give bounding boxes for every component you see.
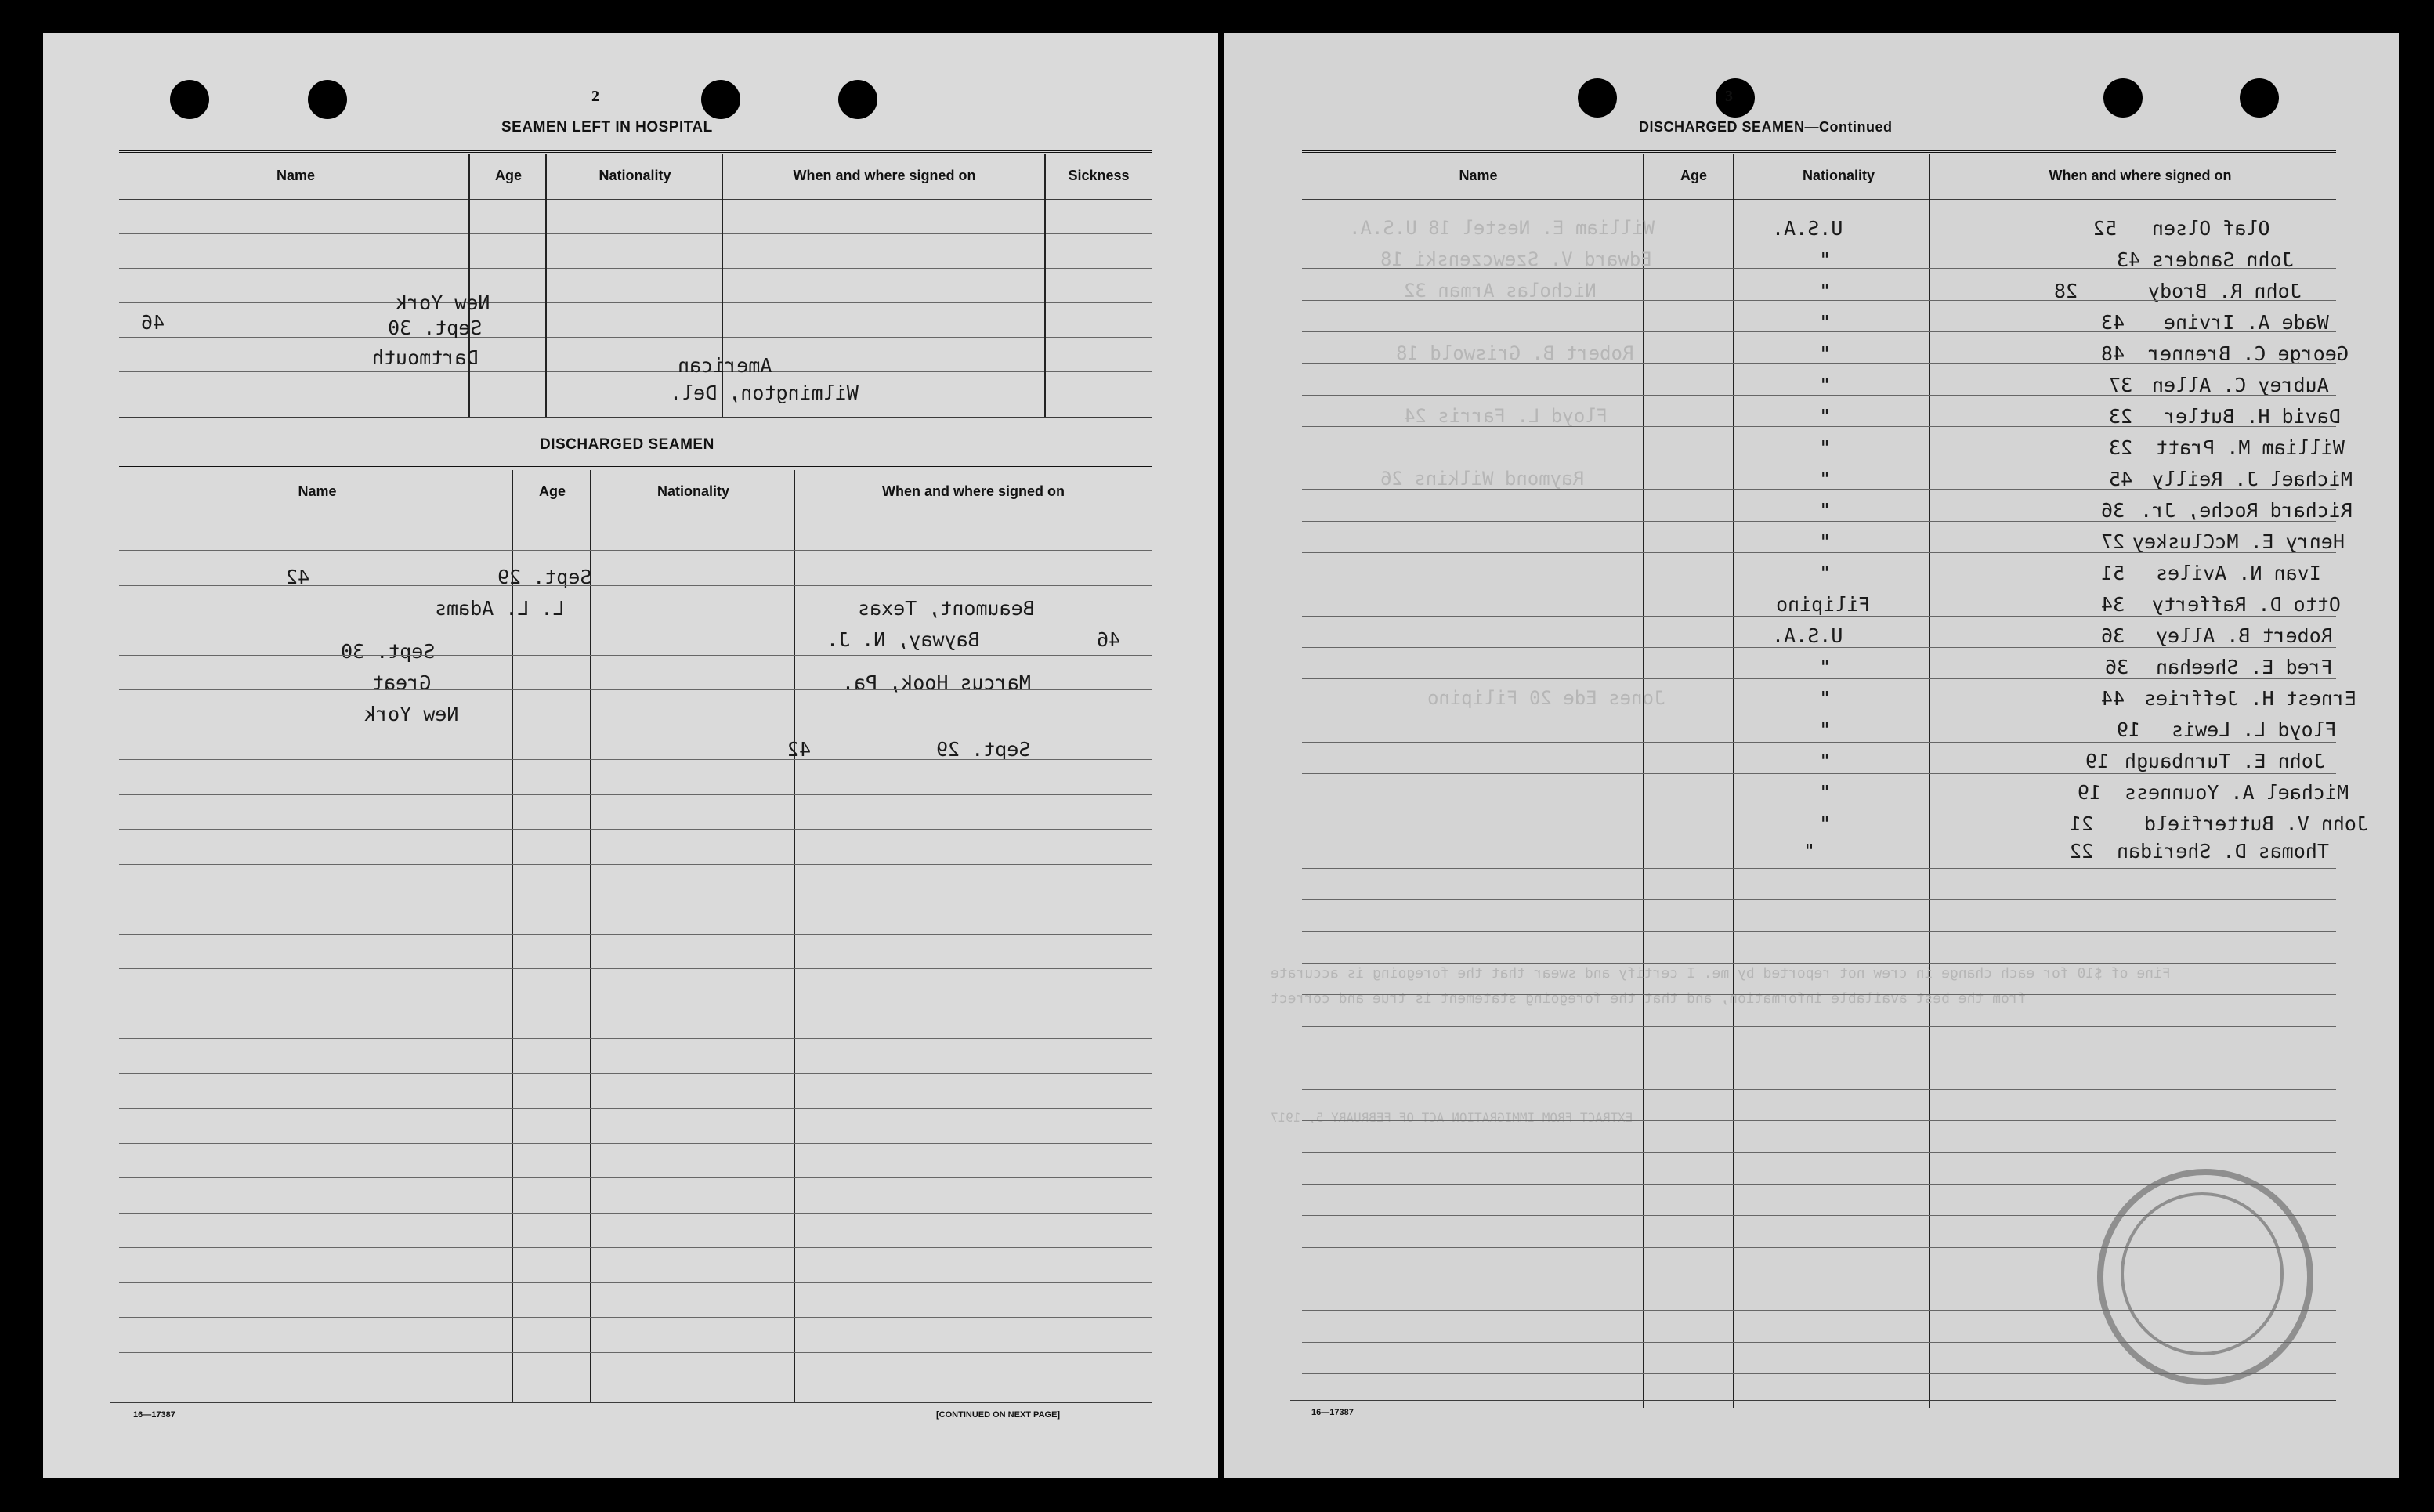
left-page [43,33,1218,1478]
entry-nationality: " [1819,656,1832,678]
entry-nationality: " [1819,311,1832,334]
entry-name: Thomas D. Sheridan [2117,840,2329,863]
col-divider [1929,154,1930,1408]
entry-age: 36 [2105,656,2129,678]
discharged-section-title: DISCHARGED SEAMEN [540,436,714,453]
bleed-through-text: Jones Ede 20 Filipino [1427,687,1665,709]
rule [119,1317,1152,1318]
rule [119,302,1152,303]
punch-hole [308,80,347,119]
bleed-through-text: Bayway, N. J. [826,628,980,651]
entry-name: Henry E. McCluskey [2132,530,2345,553]
entry-nationality: " [1819,687,1832,710]
bleed-through-text: 42 [286,566,310,588]
entry-nationality: " [1819,436,1832,459]
rule [119,829,1152,830]
bleed-through-text: Nicholas Arman 32 [1404,280,1597,302]
bleed-through-text: Raymond Wilkins 26 [1380,468,1585,490]
punch-hole [838,80,877,119]
entry-age: 19 [2117,718,2141,741]
rule [119,1108,1152,1109]
rule [119,759,1152,760]
col-divider [590,470,591,1402]
rule [1302,1310,2336,1311]
bleed-through-text: Robert B. Griswold 18 [1396,342,1634,364]
entry-age: 36 [2101,624,2125,647]
col-nationality: Nationality [599,168,671,183]
entry-name: Otto D. Rafferty [2152,593,2341,616]
col-name: Name [298,483,337,499]
entry-name: Olaf Olsen [2152,217,2270,240]
rule [1302,773,2336,774]
rule [119,934,1152,935]
entry-nationality: " [1819,718,1832,741]
rule [1302,1120,2336,1121]
entry-nationality: " [1819,750,1832,772]
entry-age: 28 [2054,280,2078,302]
entry-nationality: U.S.A. [1772,624,1843,647]
bleed-through-text: New York [364,703,459,725]
bleed-through-text: 46 [1097,628,1121,651]
hospital-section-title: SEAMEN LEFT IN HOSPITAL [501,119,713,136]
entry-name: Aubrey C. Allen [2152,374,2329,396]
rule [1302,1342,2336,1343]
entry-name: Michael J. Reilly [2152,468,2353,490]
rule [119,1143,1152,1144]
col-divider [1643,154,1644,1408]
entry-age: 21 [2070,812,2094,835]
entry-age: 36 [2101,499,2125,522]
rule [119,1247,1152,1248]
rule [119,794,1152,795]
rule [119,1213,1152,1214]
discharged-continued-title: DISCHARGED SEAMEN—Continued [1639,119,1893,135]
rule [119,1073,1152,1074]
bleed-through-text: Fine of $10 for each change in crew not reported by me. I certify and swear that the foregoing is accurate [1271,965,2171,982]
bleed-through-text: Dartmouth [372,346,479,369]
rule [1302,1215,2336,1216]
entry-age: 19 [2085,750,2110,772]
entry-nationality: " [1819,342,1832,365]
bleed-through-text: New York [396,291,490,314]
rule [1302,331,2336,332]
entry-age: 43 [2101,311,2125,334]
form-number: 16—17387 [1311,1408,1354,1417]
rule [119,864,1152,865]
entry-name: Michael A. Younness [2125,781,2349,804]
rule [119,1038,1152,1039]
punch-hole [701,80,740,119]
rule [119,1282,1152,1283]
page-number: 3 [1725,88,1733,105]
rule [1302,363,2336,364]
rule [119,1177,1152,1178]
double-rule [119,150,1152,156]
rule [1302,1373,2336,1374]
bleed-through-text: Floyd L. Farris 24 [1404,405,1608,427]
rule [1302,268,2336,269]
rule [1302,647,2336,648]
rule [1302,1026,2336,1027]
entry-name: Richard Roche, Jr. [2140,499,2353,522]
seal-stamp [2121,1192,2284,1355]
bleed-through-text: Sept. 30 [388,317,483,339]
col-name: Name [1459,168,1498,183]
entry-nationality: " [1819,530,1832,553]
rule [119,655,1152,656]
entry-age: 23 [2109,436,2133,459]
entry-nationality: " [1819,812,1832,835]
rule [1302,426,2336,427]
punch-hole [2240,78,2279,118]
entry-age: 23 [2109,405,2133,428]
entry-name: John E. Turnbaugh [2125,750,2325,772]
punch-hole [1716,78,1755,118]
entry-nationality: " [1819,248,1832,271]
entry-name: George C. Brenner [2148,342,2349,365]
rule [1290,1400,2336,1401]
rule [119,268,1152,269]
entry-name: Ivan N. Aviles [2156,562,2321,584]
rule [1302,521,2336,522]
bleed-through-text: 46 [141,311,165,334]
entry-name: David H. Butler [2164,405,2341,428]
bleed-through-text: Wilmington, Del. [670,382,859,404]
rule [1302,616,2336,617]
col-sickness: Sickness [1068,168,1130,183]
rule [1302,1184,2336,1185]
rule [1302,300,2336,301]
entry-nationality: " [1819,280,1832,302]
entry-age: 51 [2101,562,2125,584]
rule [119,233,1152,234]
rule [119,689,1152,690]
col-signed-on: When and where signed on [793,168,976,183]
col-nationality: Nationality [1802,168,1875,183]
rule [119,585,1152,586]
entry-name: Floyd L. Lewis [2172,718,2337,741]
bleed-through-text: from the best available information, and that the foregoing statement is true and correct [1271,990,2027,1007]
col-divider [468,154,470,417]
rule [110,1402,1152,1403]
rule [1302,994,2336,995]
col-divider [1733,154,1734,1408]
rule [1302,395,2336,396]
bleed-through-text: Edward V. Szewczenski 18 [1380,248,1652,270]
rule [119,417,1152,418]
rule [1302,899,2336,900]
entry-name: John V. Butterfield [2144,812,2368,835]
rule [1302,931,2336,932]
entry-name: John Sanders [2152,248,2294,271]
rule [1302,742,2336,743]
rule [1302,1247,2336,1248]
double-rule [119,466,1152,472]
rule [119,199,1152,200]
bleed-through-text: Sept. 30 [341,640,436,663]
entry-nationality: " [1819,374,1832,396]
entry-nationality: " [1803,840,1816,863]
form-number: 16—17387 [133,1410,175,1420]
rule [119,550,1152,551]
entry-nationality: Filipino [1776,593,1871,616]
bleed-through-text: William E. Nestel 18 U.S.A. [1349,217,1655,239]
entry-age: 52 [2093,217,2118,240]
bleed-through-text: Beaumont, Texas [858,597,1035,620]
entry-name: Robert B. Alley [2156,624,2333,647]
bleed-through-text: L. L. Adams [435,597,565,620]
rule [1302,963,2336,964]
punch-hole [2103,78,2143,118]
bleed-through-text: Great [372,671,432,694]
rule [1302,678,2336,679]
bleed-through-text: American [678,354,772,377]
entry-age: 19 [2078,781,2102,804]
entry-name: John R. Brody [2148,280,2302,302]
rule [1302,1152,2336,1153]
col-name: Name [276,168,316,183]
col-age: Age [494,168,522,183]
entry-age: 37 [2109,374,2133,396]
bleed-through-text: 42 [787,738,812,761]
rule [1302,1089,2336,1090]
right-page [1224,33,2399,1478]
double-rule [1302,150,2336,156]
col-divider [722,154,723,417]
entry-name: William M. Pratt [2156,436,2345,459]
col-divider [1044,154,1046,417]
entry-age: 22 [2070,840,2094,863]
entry-age: 45 [2109,468,2133,490]
rule [1302,489,2336,490]
rule [119,1352,1152,1353]
col-age: Age [1680,168,1707,183]
entry-age: 34 [2101,593,2125,616]
col-divider [545,154,547,417]
rule [1302,868,2336,869]
continued-note: [CONTINUED ON NEXT PAGE] [936,1410,1061,1420]
rule [1302,199,2336,200]
entry-nationality: " [1819,405,1832,428]
entry-nationality: " [1819,499,1832,522]
entry-name: Ernest H. Jeffries [2144,687,2356,710]
bleed-through-text: Sept. 29 [936,738,1031,761]
rule [119,371,1152,372]
entry-nationality: " [1819,468,1832,490]
entry-age: 43 [2117,248,2141,271]
rule [119,968,1152,969]
entry-age: 48 [2101,342,2125,365]
entry-nationality: " [1819,781,1832,804]
col-divider [794,470,795,1402]
bleed-through-text: EXTRACT FROM IMMIGRATION ACT OF FEBRUARY 5, 1917 [1271,1110,1633,1125]
entry-nationality: U.S.A. [1772,217,1843,240]
entry-name: Fred E. Sheehan [2156,656,2333,678]
punch-hole [1578,78,1617,118]
col-signed-on: When and where signed on [881,483,1065,499]
col-signed-on: When and where signed on [2049,168,2232,183]
entry-age: 27 [2101,530,2125,553]
col-nationality: Nationality [656,483,729,499]
bleed-through-text: Sept. 29 [497,566,592,588]
punch-hole [170,80,209,119]
rule [1302,552,2336,553]
page-number: 2 [591,88,599,105]
col-age: Age [538,483,566,499]
entry-age: 44 [2101,687,2125,710]
entry-nationality: " [1819,562,1832,584]
rule [119,337,1152,338]
bleed-through-text: Marcus Hook, Pa. [842,671,1031,694]
entry-name: Wade A. Irvine [2164,311,2329,334]
